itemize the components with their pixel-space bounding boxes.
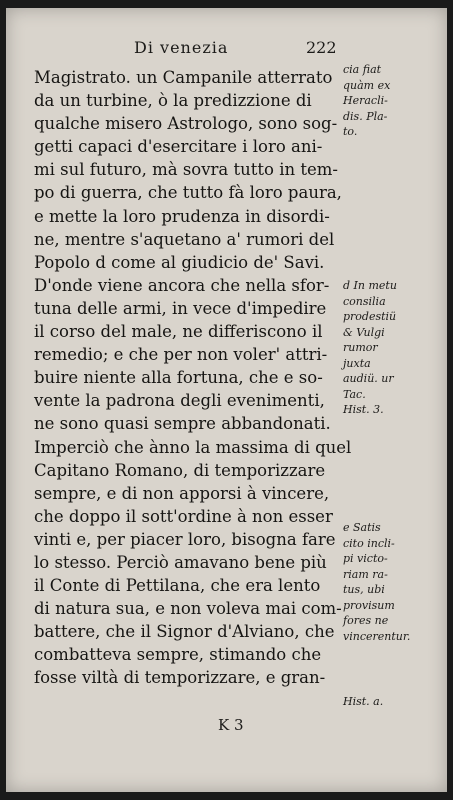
text-line: vente la padrona degli evenimenti, — [34, 391, 325, 411]
text-line: fosse viltà di temporizzare, e gran- — [34, 668, 326, 688]
text-line: ne sono quasi sempre abbandonati. — [34, 414, 331, 434]
side-note-line: cia fiat — [343, 63, 382, 76]
text-line: di natura sua, e non voleva mai com- — [34, 599, 342, 619]
side-note-line: & Vulgi — [343, 325, 385, 339]
text-line: lo stesso. Perciò amavano bene più — [34, 552, 327, 572]
side-note-line: Hist. 3. — [343, 403, 384, 416]
side-note-line: cito incli- — [343, 536, 395, 550]
page-number: 222 — [306, 38, 337, 57]
side-note-line: fores ne — [343, 614, 389, 627]
text-line: qualche misero Astrologo, sono sog- — [34, 114, 338, 134]
text-line: ne, mentre s'aquetano a' rumori del — [34, 229, 335, 249]
text-line: il corso del male, ne differiscono il — [34, 322, 323, 342]
side-note-line: rumor — [343, 341, 378, 354]
side-note-line: quàm ex — [343, 78, 391, 92]
text-line: da un turbine, ò la predizzione di — [34, 91, 312, 111]
text-line: Popolo d come al giudicio de' Savi. — [34, 252, 325, 272]
side-note-line: Tac. — [343, 387, 366, 401]
side-note-line: Hist. a. — [343, 695, 384, 708]
text-line: getti capaci d'esercitare i loro ani- — [34, 137, 323, 157]
text-line: il Conte di Pettilana, che era lento — [34, 576, 321, 596]
text-line: Capitano Romano, di temporizzare — [34, 460, 326, 480]
side-note-line: Heracli- — [343, 94, 388, 107]
text-line: che doppo il sott'ordine à non esser — [34, 506, 333, 526]
side-note-1 — [343, 62, 443, 140]
text-line: vinti e, per piacer loro, bisogna fare — [34, 529, 336, 549]
text-line: po di guerra, che tutto fà loro paura, — [34, 183, 342, 203]
side-note-line: audiü. ur — [343, 372, 394, 385]
text-line: tuna delle armi, in vece d'impedire — [34, 298, 327, 318]
text-line: D'onde viene ancora che nella sfor- — [34, 275, 330, 295]
side-note-line: vincerentur. — [343, 629, 411, 643]
side-note-line: tus, ubi — [343, 583, 385, 596]
text-line: sempre, e di non apporsi à vincere, — [34, 483, 330, 503]
side-note-line: riam ra- — [343, 567, 388, 581]
text-line: remedio; e che per non voler' attri- — [34, 345, 328, 365]
side-note-3 — [343, 520, 443, 644]
text-line: buire niente alla fortuna, che e so- — [34, 368, 323, 388]
side-note-line: e Satis — [343, 521, 381, 534]
main-text-block — [34, 66, 352, 690]
side-note-line: to. — [343, 125, 358, 138]
side-note-line: pi victo- — [343, 552, 388, 565]
side-note-line: dis. Pla- — [343, 109, 388, 123]
side-note-line: provisum — [343, 598, 395, 612]
side-note-line: consilia — [343, 294, 386, 308]
text-line: combatteva sempre, stimando che — [34, 645, 322, 665]
text-line: battere, che il Signor d'Alviano, che — [34, 622, 335, 642]
text-line: e mette la loro prudenza in disordi- — [34, 206, 330, 226]
running-head: Di venezia — [134, 38, 229, 57]
side-note-2 — [343, 278, 443, 418]
side-note-line: prodestiü — [343, 310, 397, 323]
signature-mark: K 3 — [218, 716, 244, 734]
side-note-4 — [343, 694, 443, 710]
side-note-line: d In metu — [343, 279, 397, 292]
text-line: Magistrato. un Campanile atterrato — [34, 68, 333, 87]
text-line: mi sul futuro, mà sovra tutto in tem- — [34, 160, 338, 180]
side-note-line: juxta — [343, 356, 371, 370]
book-page — [6, 8, 447, 792]
text-line: Imperciò che ànno la massima di quel — [34, 437, 352, 457]
